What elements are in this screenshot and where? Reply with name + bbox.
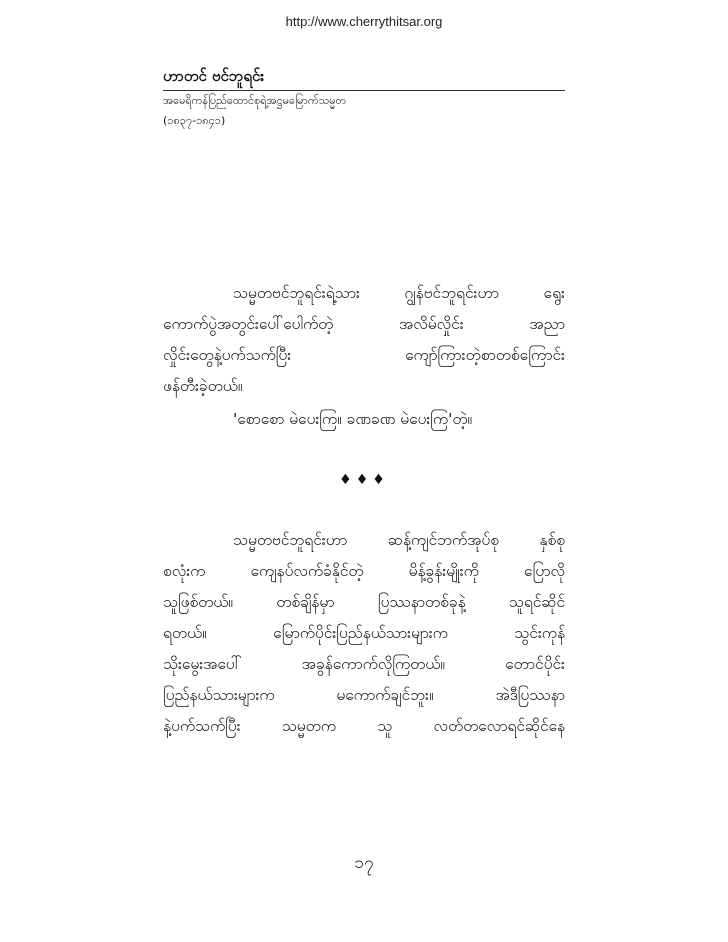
paragraph-line: ရတယ်။ မြောက်ပိုင်းပြည်နယ်သားများက သွင်းကုန် <box>163 624 565 642</box>
paragraph-line: သမ္မတဗင်ဘူရင်းရဲ့သား ဂျွန်ဗင်ဘူရင်းဟာ ရွေး <box>233 284 565 302</box>
source-url: http://www.cherrythitsar.org <box>285 14 443 29</box>
paragraph-line: ပြည်နယ်သားများက မကောက်ချင်ဘူး။ အဲဒီပြဿနာ <box>163 686 565 704</box>
paragraph-line: စလုံးက ကျေနပ်လက်ခံနိုင်တဲ့ မိန့်ခွန်းမျိုးကို ပြောလို <box>163 562 565 580</box>
document-header <box>163 64 565 131</box>
paragraph-line: ကောက်ပွဲအတွင်းပေါ်ပေါက်တဲ့ အလိမ်လှိုင်း အညာ <box>163 315 565 333</box>
paragraph-line: သူဖြစ်တယ်။ တစ်ချိန်မှာ ပြဿနာတစ်ခုနဲ့ သူရင်ဆိုင် <box>163 593 565 611</box>
header-title: ဟာတင် ဗင်ဘူရင်း <box>163 64 565 91</box>
paragraph-line: သိုးမွေးအပေါ် အခွန်ကောက်လိုကြတယ်။ တောင်ပိုင်း <box>163 655 565 673</box>
paragraph-line: ဖန်တီးခဲ့တယ်။ <box>163 377 243 395</box>
header-years: (၁၈၃၇-၁၈၄၁) <box>163 114 226 127</box>
paragraph-line: သမ္မတဗင်ဘူရင်းဟာ ဆန့်ကျင်ဘက်အုပ်စု နှစ်စု <box>233 531 565 549</box>
page-number: ၁၇ <box>354 853 374 873</box>
paragraph-line: နဲ့ပက်သက်ပြီး သမ္မတက သူ လတ်တလောရင်ဆိုင်နေ <box>163 717 565 735</box>
paragraph-line: လှိုင်းတွေနဲ့ပက်သက်ပြီး ကျော်ကြားတဲ့စာတစ်ကြောင်း <box>163 346 565 364</box>
section-separator: ♦♦♦ <box>339 472 389 488</box>
quote-line: 'စောစော မဲပေးကြ။ ခဏခဏ မဲပေးကြ'တဲ့။ <box>233 410 473 428</box>
paragraph-2 <box>163 525 565 742</box>
header-subtitle: အမေရိကန်ပြည်ထောင်စုရဲ့အဋ္ဌမမြောက်သမ္မတ <box>163 94 347 107</box>
paragraph-1 <box>163 278 565 402</box>
